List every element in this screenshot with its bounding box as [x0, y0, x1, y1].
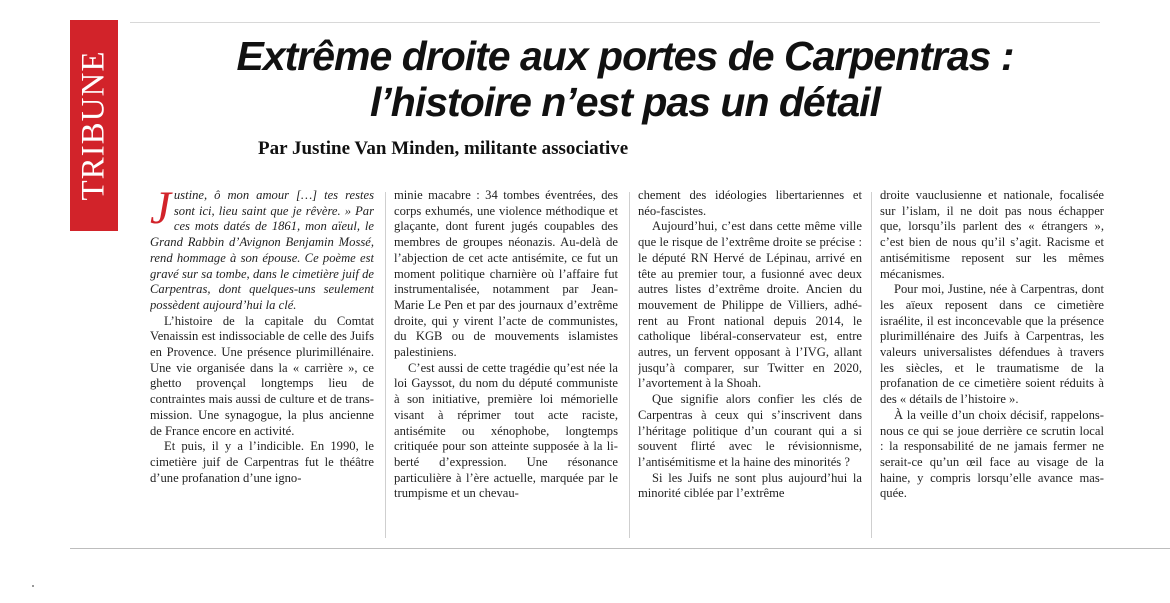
paragraph-3: Et puis, il y a l’indicible. En 1990, le cimetière juif de Carpentras fut le théâtre d’une profanation d’une igno-: [150, 439, 374, 485]
paragraph-11: Pour moi, Justine, née à Carpentras, dont les aïeux reposent dans ce cimetière israélite, il est inconcevable que la présence plurimillénaire des Juifs à Carpentras, les valeurs universalistes défendues à travers les siècles, et le traumatisme de la profanation de ce cimetière soient réduits à des « détails de l’histoire ».: [880, 282, 1104, 407]
paragraph-6: chement des idéologies libertariennes et néo-fascistes.: [638, 188, 862, 218]
paragraph-5: C’est aussi de cette tragédie qu’est née la loi Gayssot, du nom du député communiste à son initiative, première loi mémorielle visant à réprimer tout acte raciste, antisémite ou xénophobe, longtemps critiquée pour son atteinte supposée à la liberté d’expression. Une résonance particulière à l’ère actuelle, marquée par le trumpisme et un chevau-: [394, 360, 618, 501]
paragraph-10: droite vauclusienne et nationale, focalisée sur l’islam, il ne doit pas nous échapper que, lorsqu’ils parlent des « étrangers », c’est bien de nous qu’il s’agit. Racisme et antisémitisme reposent sur les mêmes mécanismes.: [880, 188, 1104, 281]
section-label-text: TRIBUNE: [75, 50, 112, 201]
article-column-1: [150, 188, 374, 486]
headline-line-2: l’histoire n’est pas un détail: [370, 79, 880, 125]
opening-quote: ustine, ô mon amour […] tes restes sont ici, lieu saint que je rêvère. » Par ces mots datés de 1861, mon aïeul, le Grand Rabbin d’Avignon Benjamin Mossé, rend hommage à son épouse. Ce poème est gravé sur sa tombe, dans le cimetière juif de Carpentras, dont quelques-uns seulement possèdent aujourd’hui la clé.: [150, 188, 374, 312]
paragraph-8: Que signifie alors confier les clés de Carpentras à ceux qui s’inscrivent dans l’héritage politique d’un courant qui a si souvent flirté avec le révisionnisme, l’antisémitisme et la haine des minorités ?: [638, 392, 862, 469]
dropcap-letter: J: [150, 188, 171, 234]
column-divider: [629, 192, 630, 538]
paragraph-12: À la veille d’un choix décisif, rappelons-nous ce qui se joue derrière ce scrutin local : la responsabilité de ne jamais fermer ne serait-ce qu’un œil face au visage de la haine, y compris lorsqu’elle avance masquée.: [880, 407, 1104, 501]
article-column-4: [880, 188, 1104, 502]
byline: Par Justine Van Minden, militante associative: [258, 138, 629, 159]
article-column-2: [394, 188, 618, 502]
top-rule: [130, 22, 1100, 23]
section-label-tribune: [70, 20, 118, 231]
paragraph-9: Si les Juifs ne sont plus aujourd’hui la minorité ciblée par l’extrême: [638, 470, 862, 501]
paragraph-2: L’histoire de la capitale du Comtat Venaissin est indissociable de celle des Juifs en Provence. Une présence plurimillénaire. Une vie organisée dans la « carrière », ce ghetto provençal longtemps lieu de contraintes mais aussi de culture et de transmission. Une synagogue, la plus ancienne de France encore en activité.: [150, 313, 374, 438]
bottom-rule: [70, 548, 1170, 549]
column-divider: [385, 192, 386, 538]
column-divider: [871, 192, 872, 538]
paragraph-1: [150, 188, 374, 314]
headline: [140, 33, 1110, 125]
article-column-3: [638, 188, 862, 502]
scan-dot: [32, 585, 34, 587]
paragraph-4: minie macabre : 34 tombes éventrées, des corps exhumés, une violence méthodique et glaçante, dont furent jugés coupables des membres de groupes néonazis. Au-delà de l’abjection de cet acte antisémite, ce fut un moment politique charnière où l’affaire fut instrumentalisée, notamment par Jean-Marie Le Pen et par des journaux d’extrême droite, qui y virent l’acte de communistes, du KGB ou de mouvements islamistes palestiniens.: [394, 188, 618, 360]
headline-line-1: Extrême droite aux portes de Carpentras :: [236, 33, 1014, 79]
paragraph-7: Aujourd’hui, c’est dans cette même ville que le risque de l’extrême droite se précise : le député RN Hervé de Lépinau, arrivé en tête au premier tour, a fusionné avec deux autres listes d’extrême droite. Ancien du mouvement de Philippe de Villiers, adhérent au Front national depuis 2014, le catholique libéral-conservateur est, entre autres, un fervent opposant à l’IVG, allant jusqu’à comparer, sur Twitter en 2020, l’avortement à la Shoah.: [638, 219, 862, 391]
